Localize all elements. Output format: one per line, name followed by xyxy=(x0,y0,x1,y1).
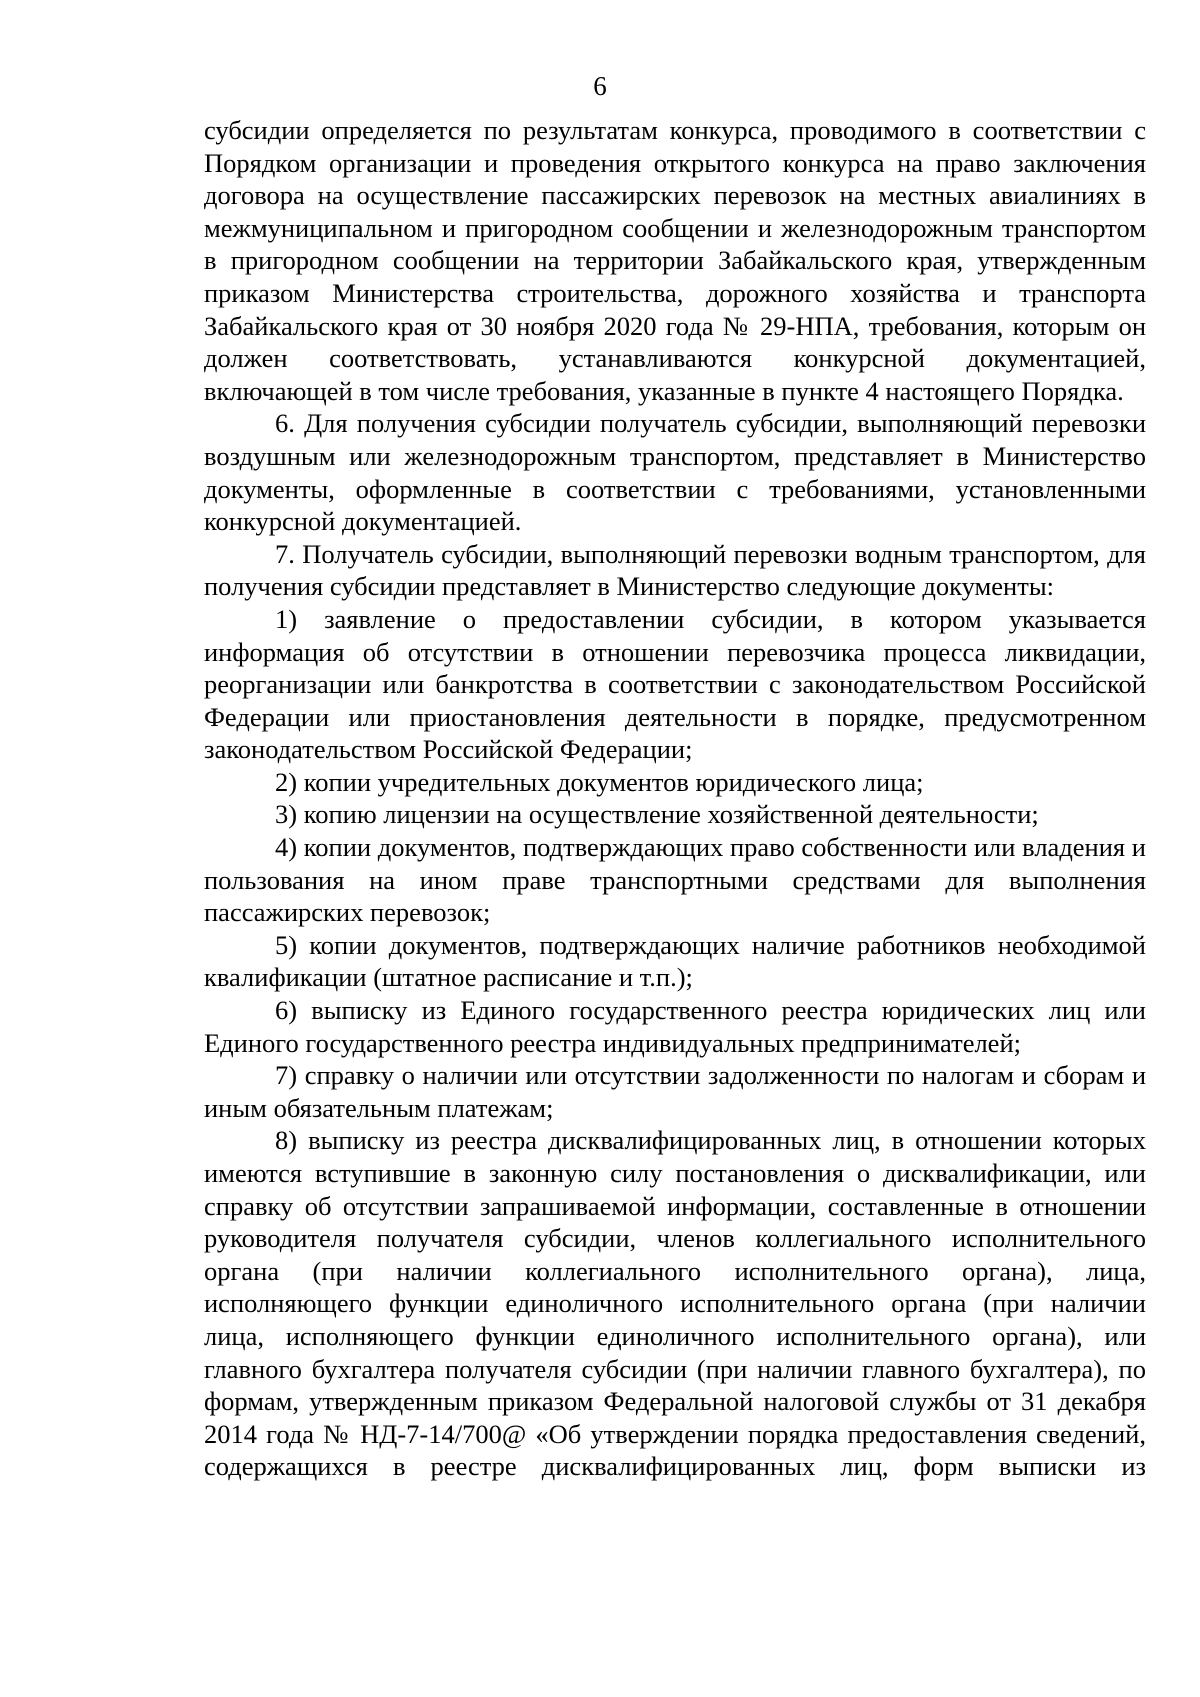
list-item-3: 3) копию лицензии на осуществление хозяйственной деятельности; xyxy=(275,799,1039,830)
list-item-8: 8) выписку из реестра дисквалифицированных лиц, в отношении которых имеются вступившие в законную силу постановления о дисквалификации, или справку об отсутствии запрашиваемой информации, составленные в отношении руководителя получателя субсидии, членов коллегиального исполнительного органа (при наличии коллегиального исполнительного органа), лица, исполняющего функции единоличного исполнительного органа (при наличии лица, исполняющего функции единоличного исполнительного органа), или главного бухгалтера получателя субсидии (при наличии главного бухгалтера), по формам, утвержденным приказом Федеральной налоговой службы от 31 декабря 2014 года № НД-7-14/700@ «Об утверждении порядка предоставления сведений, содержащихся в реестре дисквалифицированных лиц, форм выписки из xyxy=(204,1125,1146,1482)
list-item-6: 6) выписку из Единого государственного реестра юридических лиц или Единого государственного реестра индивидуальных предпринимателей; xyxy=(204,995,1146,1058)
list-item-2: 2) копии учредительных документов юридического лица; xyxy=(275,766,924,797)
paragraph-item-7: 7. Получатель субсидии, выполняющий перевозки водным транспортом, для получения субсидии представляет в Министерство следующие документы: xyxy=(204,538,1146,602)
paragraph-item-6: 6. Для получения субсидии получатель субсидии, выполняющий перевозки воздушным или железнодорожным транспортом, представляет в Министерство документы, оформленные в соответствии с требованиями, установленными конкурсной документацией. xyxy=(204,408,1146,537)
page-number: 6 xyxy=(593,71,607,101)
list-item-4: 4) копии документов, подтверждающих право собственности или владения и пользования на ином праве транспортными средствами для выполнения пассажирских перевозок; xyxy=(204,832,1146,928)
list-item-1: 1) заявление о предоставлении субсидии, в котором указывается информация об отсутствии в отношении перевозчика процесса ликвидации, реорганизации или банкротства в соответствии с законодательством Российской Федерации или приостановления деятельности в порядке, предусмотренном законодательством Российской Федерации; xyxy=(204,603,1146,765)
list-item-5: 5) копии документов, подтверждающих наличие работников необходимой квалификации (штатное расписание и т.п.); xyxy=(204,929,1146,993)
document-body xyxy=(204,114,1146,1483)
list-item-7: 7) справку о наличии или отсутствии задолженности по налогам и сборам и иным обязательным платежам; xyxy=(204,1060,1146,1123)
paragraph-continuation: субсидии определяется по результатам конкурса, проводимого в соответствии с Порядком организации и проведения открытого конкурса на право заключения договора на осуществление пассажирских перевозок на местных авиалиниях в межмуниципальном и пригородном сообщении и железнодорожным транспортом в пригородном сообщении на территории Забайкальского края, утвержденным приказом Министерства строительства, дорожного хозяйства и транспорта Забайкальского края от 30 ноября 2020 года № 29-НПА, требования, которым он должен соответствовать, устанавливаются конкурсной документацией, включающей в том числе требования, указанные в пункте 4 настоящего Порядка. xyxy=(204,115,1146,406)
